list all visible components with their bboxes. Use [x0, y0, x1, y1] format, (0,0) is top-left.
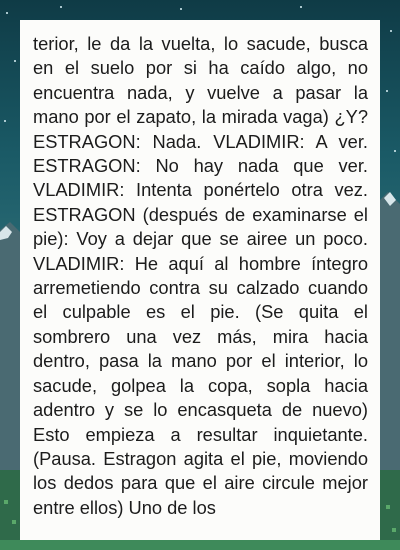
script-passage: terior, le da la vuelta, lo sacude, busca en el suelo por si ha caído algo, no encuentra nada, y vuelve a pasar la mano por el zapato, la mirada vaga) ¿Y? ESTRAGON: Nada. VLADIMIR: A ver. ESTRAGON: No hay nada que ver. VLADIMIR: Intenta ponértelo otra vez. ESTRAGON (después de examinarse el pie): Voy a dejar que se airee un poco. VLADIMIR: He aquí al hombre íntegro arremetiendo contra su calzado cuando el culpable es el pie. (Se quita el sombrero una vez más, mira hacia dentro, pasa la mano por el interior, lo sacude, golpea la copa, sopla hacia adentro y se lo encasqueta de nuevo) Esto empieza a resultar inquietante. (Pausa. Estragon agita el pie, moviendo los dedos para que el aire circule mejor entre ellos) Uno de los: [33, 33, 368, 518]
text-card: [20, 20, 380, 540]
